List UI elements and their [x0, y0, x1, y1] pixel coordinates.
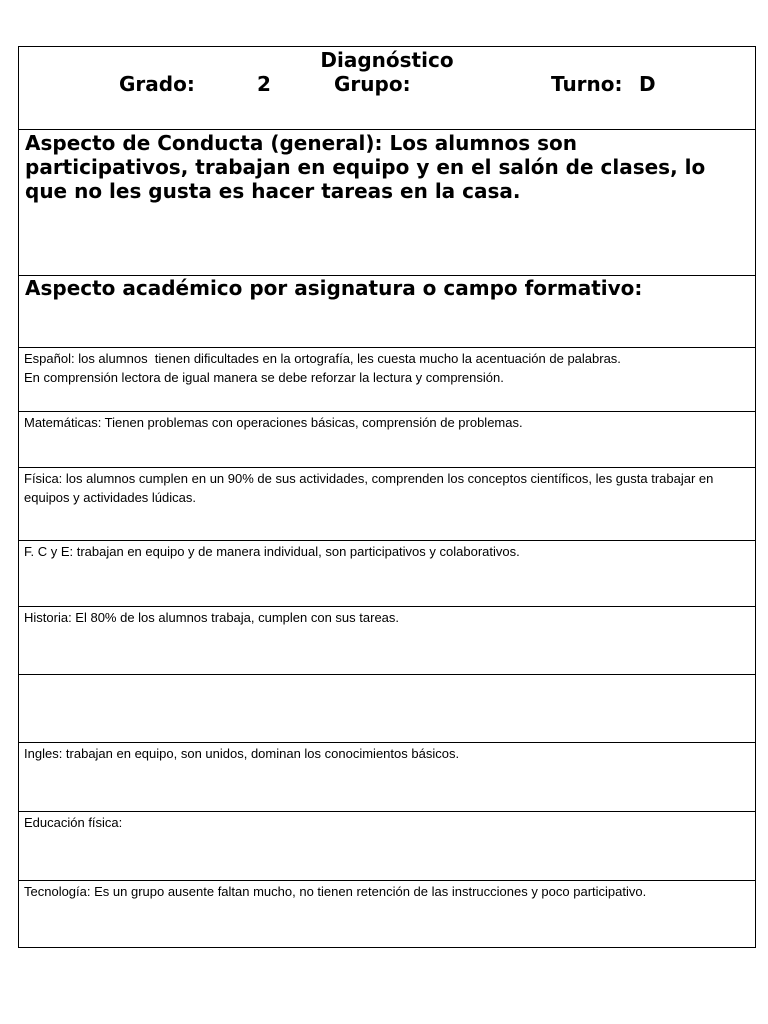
grado-value: 2: [257, 72, 271, 96]
turno-label: Turno:: [551, 72, 623, 96]
subject-row-fce: [19, 540, 755, 606]
grado-label: Grado:: [119, 72, 195, 96]
subject-row-tecnologia: [19, 880, 755, 947]
subject-row-empty: [19, 674, 755, 742]
subject-text: Tecnología: Es un grupo ausente faltan mucho, no tienen retención de las instrucciones y poco participativo.: [24, 884, 647, 899]
document-title: Diagnóstico: [320, 48, 454, 72]
subject-text: Ingles: trabajan en equipo, son unidos, dominan los conocimientos básicos.: [24, 746, 460, 761]
subject-row-educacion-fisica: [19, 811, 755, 880]
academico-row: [19, 275, 755, 347]
subject-text: Educación física:: [24, 815, 123, 830]
subject-row-ingles: [19, 742, 755, 811]
subject-row-historia: [19, 606, 755, 674]
subject-row-espanol: [19, 347, 755, 411]
subject-text: Matemáticas: Tienen problemas con operaciones básicas, comprensión de problemas.: [24, 415, 523, 430]
conducta-row: [19, 129, 755, 275]
academico-heading: Aspecto académico por asignatura o campo formativo:: [25, 276, 643, 300]
subject-text: Física: los alumnos cumplen en un 90% de sus actividades, comprenden los conceptos científicos, les gusta trabajar en equipos y actividades lúdicas.: [24, 471, 717, 505]
subject-row-fisica: [19, 467, 755, 540]
grupo-label: Grupo:: [334, 72, 411, 96]
subject-text: Español: los alumnos tienen dificultades en la ortografía, les cuesta mucho la acentuación de palabras. En comprensión lectora de igual manera se debe reforzar la lectura y comprensión.: [24, 351, 621, 385]
subject-text: Historia: El 80% de los alumnos trabaja, cumplen con sus tareas.: [24, 610, 400, 625]
subject-row-matematicas: [19, 411, 755, 467]
subject-text: F. C y E: trabajan en equipo y de manera individual, son participativos y colaborativos.: [24, 544, 520, 559]
meta-line: [19, 71, 755, 97]
turno-value: D: [639, 72, 656, 96]
diagnostic-table: [18, 46, 756, 948]
conducta-text: Aspecto de Conducta (general): Los alumnos son participativos, trabajan en equipo y en el salón de clases, lo que no les gusta es hacer tareas en la casa.: [25, 131, 706, 203]
header-row: [19, 47, 755, 129]
